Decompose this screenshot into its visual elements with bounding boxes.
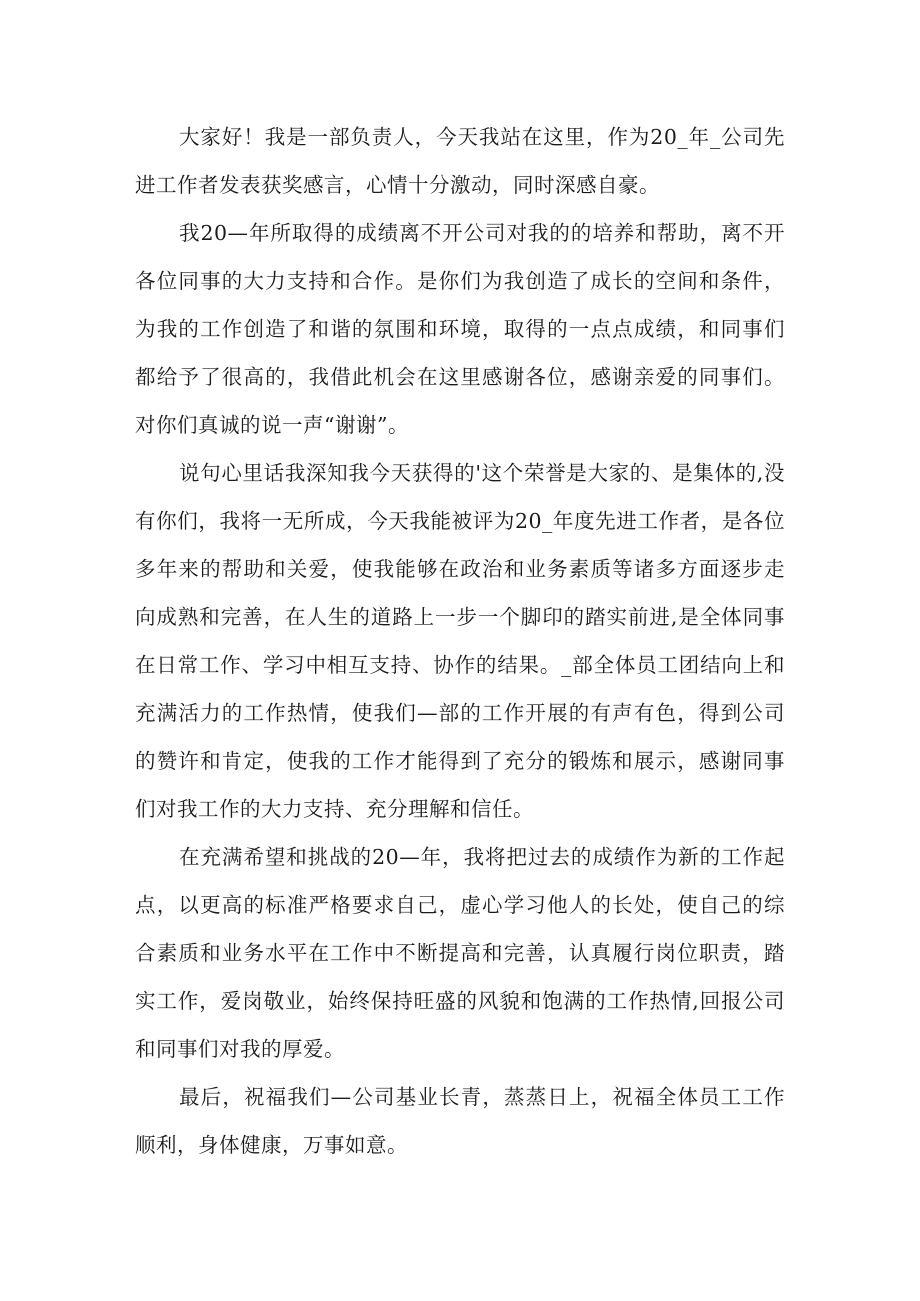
paragraph-closing: 最后，祝福我们—公司基业长青，蒸蒸日上，祝福全体员工工作顺利，身体健康，万事如意。 (135, 1085, 785, 1157)
speech-body (135, 113, 785, 1169)
paragraph-future: 在充满希望和挑战的20—年，我将把过去的成绩作为新的工作起点，以更高的标准严格要求自己，虚心学习他人的长处，使自己的综合素质和业务水平在工作中不断提高和完善，认真履行岗位职责，踏实工作，爱岗敬业，始终保持旺盛的风貌和饱满的工作热情,回报公司和同事们对我的厚爱。 (135, 845, 785, 1061)
paragraph-greeting: 大家好！我是一部负责人，今天我站在这里，作为20_年_公司先进工作者发表获奖感言，心情十分激动，同时深感自豪。 (135, 125, 785, 197)
paragraph-thanks: 我20—年所取得的成绩离不开公司对我的的培养和帮助，离不开各位同事的大力支持和合作。是你们为我创造了成长的空间和条件，为我的工作创造了和谐的氛围和环境，取得的一点点成绩，和同事们都给予了很高的，我借此机会在这里感谢各位，感谢亲爱的同事们。对你们真诚的说一声“谢谢”。 (135, 221, 785, 437)
paragraph-honor: 说句心里话我深知我今天获得的'这个荣誉是大家的、是集体的,没有你们，我将一无所成，今天我能被评为20_年度先进工作者，是各位多年来的帮助和关爱，使我能够在政治和业务素质等诸多方面逐步走向成熟和完善，在人生的道路上一步一个脚印的踏实前进,是全体同事在日常工作、学习中相互支持、协作的结果。_部全体员工团结向上和充满活力的工作热情，使我们—部的工作开展的有声有色，得到公司的赞许和肯定，使我的工作才能得到了充分的锻炼和展示，感谢同事们对我工作的大力支持、充分理解和信任。 (135, 461, 785, 821)
